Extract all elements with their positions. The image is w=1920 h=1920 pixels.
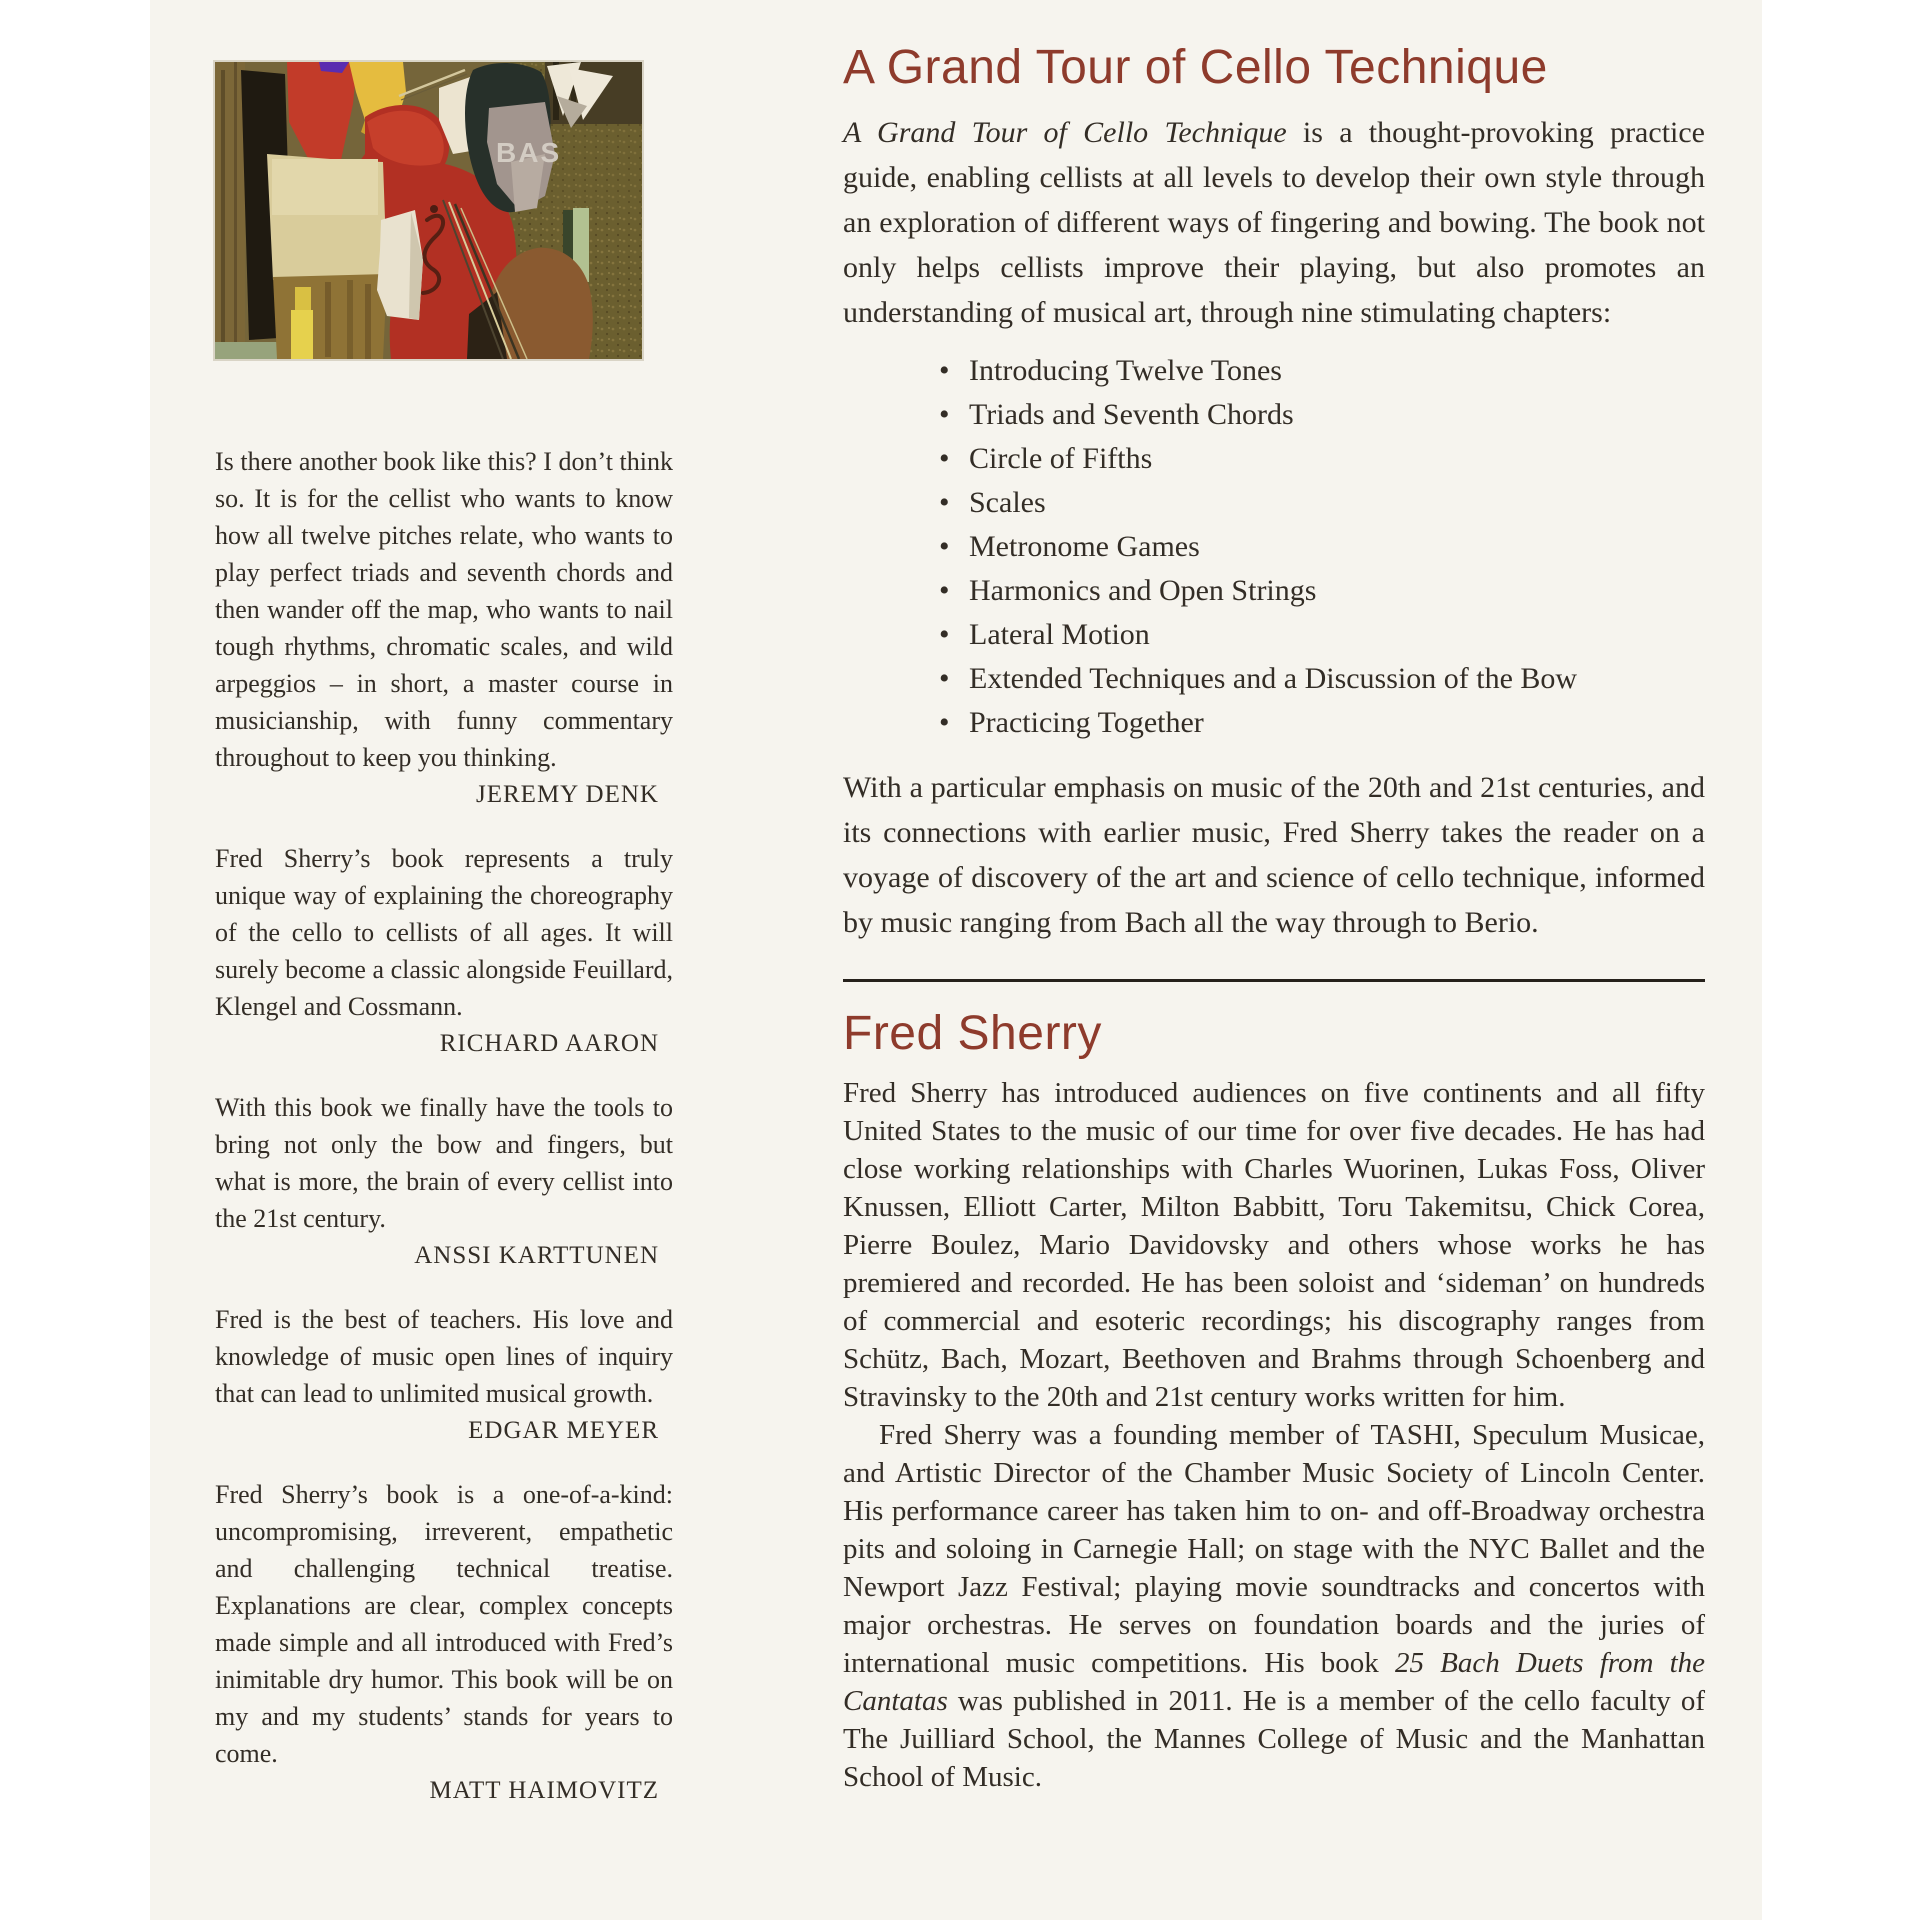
chapter-item [939, 525, 1705, 569]
testimonial-attribution: MATT HAIMOVITZ [429, 1777, 659, 1804]
book-title-inline-italic: A Grand Tour of Cello Technique [843, 116, 1287, 149]
chapter-item [939, 613, 1705, 657]
chapter-label: Harmonics and Open Strings [969, 574, 1317, 607]
testimonial-attribution: EDGAR MEYER [468, 1417, 659, 1444]
chapter-label: Metronome Games [969, 530, 1200, 563]
book-outro: With a particular emphasis on music of the 20th and 21st centuries, and its connections with earlier music, Fred Sherry takes the reader on a voyage of discovery of the art and science of cello technique, informed by music ranging from Bach all the way through to Berio. [843, 771, 1705, 939]
testimonial-quote: With this book we finally have the tools to bring not only the bow and fingers, but what is more, the brain of every cellist into the 21st century. [215, 1093, 673, 1233]
page-paper [150, 0, 1762, 1920]
bio-2-text-end: was published in 2011. He is a member of the cello faculty of The Juilliard School, the Mannes College of Music and the Manhattan School of Music. [843, 1685, 1705, 1793]
book-intro-text: is a thought-provoking practice guide, enabling cellists at all levels to develop their own style through an exploration of different ways of fingering and bowing. The book not only helps cellists improve their playing, but also promotes an understanding of musical art, through nine stimulating chapters: [843, 116, 1705, 329]
testimonial [215, 443, 673, 813]
chapter-item [939, 437, 1705, 481]
bio-2-text-start: Fred Sherry was a founding member of TASHI, Speculum Musicae, and Artistic Director of the Chamber Music Society of Lincoln Center. His performance career has taken him to on- and off-Broadway orchestra pits and soloing in Carnegie Hall; on stage with the NYC Ballet and the Newport Jazz Festival; playing movie soundtracks and concertos with major orchestras. He serves on foundation boards and the juries of international music competitions. His book [843, 1419, 1705, 1679]
section-divider [843, 979, 1705, 982]
chapter-label: Lateral Motion [969, 618, 1150, 651]
right-column [843, 0, 1705, 1796]
author-heading: Fred Sherry [843, 1007, 1102, 1060]
testimonial-quote: Fred Sherry’s book is a one-of-a-kind: uncompromising, irreverent, empathetic and challenging technical treatise. Explanations are clear, complex concepts made simple and all introduced with Fred’s inimitable dry humor. This book will be on my and my students’ stands for years to come. [215, 1480, 673, 1768]
author-bio-paragraph-1: Fred Sherry has introduced audiences on five continents and all fifty United States to the music of our time for over five decades. He has had close working relationships with Charles Wuorinen, Lukas Foss, Oliver Knussen, Elliott Carter, Milton Babbitt, Toru Takemitsu, Chick Corea, Pierre Boulez, Mario Davidovsky and others whose works he has premiered and recorded. He has been soloist and ‘sideman’ on hundreds of commercial and esoteric recordings; his discography ranges from Schütz, Bach, Mozart, Beethoven and Brahms through Schoenberg and Stravinsky to the 20th and 21st century works written for him. [843, 1077, 1705, 1413]
chapter-list [843, 349, 1705, 745]
chapter-label: Practicing Together [969, 706, 1204, 739]
chapter-item [939, 481, 1705, 525]
chapter-label: Extended Techniques and a Discussion of the Bow [969, 662, 1578, 695]
testimonial [215, 1476, 673, 1809]
testimonial-attribution: JEREMY DENK [476, 781, 659, 808]
testimonial-attribution: ANSSI KARTTUNEN [414, 1242, 659, 1269]
author-bio-paragraph-2 [843, 1416, 1705, 1796]
testimonial-quote: Fred is the best of teachers. His love and knowledge of music open lines of inquiry that can lead to unlimited musical growth. [215, 1305, 673, 1408]
painting-lettering: BAS [496, 137, 562, 168]
testimonial [215, 1301, 673, 1449]
left-column [215, 0, 673, 1836]
testimonial-quote: Fred Sherry’s book represents a truly unique way of explaining the choreography of the cello to cellists of all ages. It will surely become a classic alongside Feuillard, Klengel and Cossmann. [215, 844, 673, 1021]
testimonial-quote: Is there another book like this? I don’t think so. It is for the cellist who wants to know how all twelve pitches relate, who wants to play perfect triads and seventh chords and then wander off the map, who wants to nail tough rhythms, chromatic scales, and wild arpeggios – in short, a master course in musicianship, with funny commentary throughout to keep you thinking. [215, 447, 673, 772]
book-intro [843, 110, 1705, 335]
chapter-label: Triads and Seventh Chords [969, 398, 1294, 431]
chapter-label: Scales [969, 486, 1046, 519]
cello-painting [215, 62, 642, 359]
chapter-item [939, 701, 1705, 745]
chapter-item [939, 569, 1705, 613]
chapter-item [939, 393, 1705, 437]
testimonial-list [215, 443, 673, 1809]
chapter-item [939, 349, 1705, 393]
chapter-item [939, 657, 1705, 701]
testimonial-attribution: RICHARD AARON [439, 1030, 659, 1057]
chapter-label: Introducing Twelve Tones [969, 354, 1282, 387]
testimonial [215, 840, 673, 1062]
bio-2-book-title-italic: 25 Bach Duets from the Cantatas [843, 1647, 1705, 1717]
book-title: A Grand Tour of Cello Technique [843, 41, 1548, 94]
chapter-label: Circle of Fifths [969, 442, 1153, 475]
testimonial [215, 1089, 673, 1274]
